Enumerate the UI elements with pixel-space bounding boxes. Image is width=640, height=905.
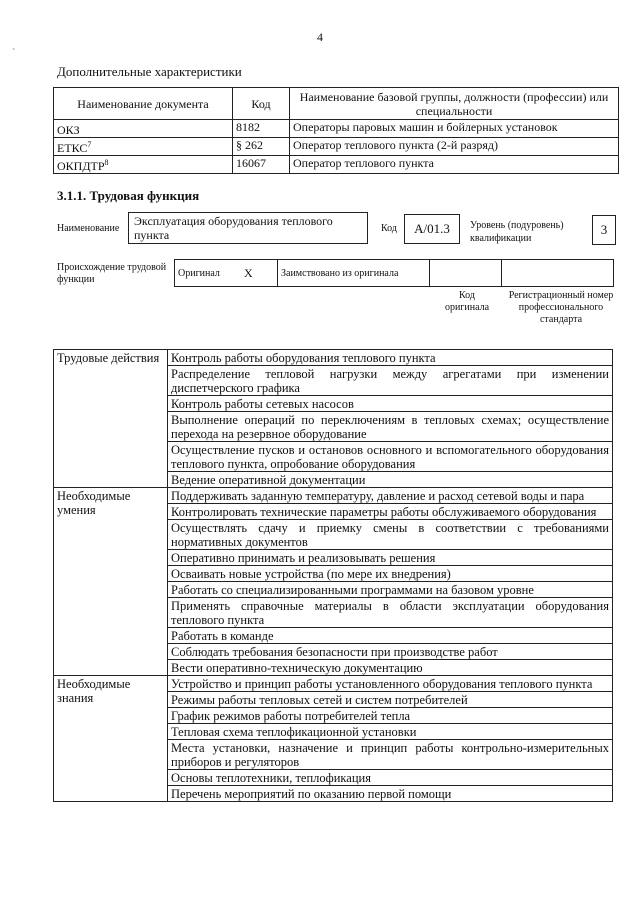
doc-cell xyxy=(54,156,233,174)
section-title: Дополнительные характеристики xyxy=(57,64,242,79)
group-item: Устройство и принцип работы установленного оборудования теплового пункта xyxy=(168,676,613,692)
page-number: 4 xyxy=(317,30,323,44)
group-item: Поддерживать заданную температуру, давление и расход сетевой воды и пара xyxy=(168,488,613,504)
group-item: Распределение тепловой нагрузки между агрегатами при изменении диспетчерского графика xyxy=(168,366,613,396)
function-details-table xyxy=(53,349,613,802)
level-box: 3 xyxy=(592,215,616,245)
group-item: Места установки, назначение и принцип работы контрольно-измерительных приборов и регуляторов xyxy=(168,740,613,770)
table-row xyxy=(54,488,613,504)
group-item: Осваивать новые устройства (по мере их внедрения) xyxy=(168,566,613,582)
function-name-box: Эксплуатация оборудования теплового пункта xyxy=(128,212,368,244)
group-item: Выполнение операций по переключениям в тепловых схемах; осуществление перехода на резервное оборудование xyxy=(168,412,613,442)
reg-number-cell xyxy=(502,260,614,287)
header-code: Код xyxy=(233,88,290,120)
table-row xyxy=(54,350,613,366)
footnote-ref: 8 xyxy=(104,158,109,167)
group-item: Осуществление пусков и остановов основного и вспомогательного оборудования теплового пункта, опробование оборудования xyxy=(168,442,613,472)
group-item: Оперативно принимать и реализовывать решения xyxy=(168,550,613,566)
group-item: Применять справочные материалы в области эксплуатации оборудования теплового пункта xyxy=(168,598,613,628)
function-code-box: А/01.3 xyxy=(404,214,460,244)
name-cell: Операторы паровых машин и бойлерных установок xyxy=(290,120,619,138)
group-item: Соблюдать требования безопасности при производстве работ xyxy=(168,644,613,660)
group-item: Контроль работы сетевых насосов xyxy=(168,396,613,412)
group-item: Режимы работы тепловых сетей и систем потребителей xyxy=(168,692,613,708)
code-caption: Код оригинала xyxy=(444,290,490,313)
group-label: Необходимые умения xyxy=(54,488,168,676)
original-label: Оригинал xyxy=(175,260,242,287)
level-label: Уровень (подуровень) квалификации xyxy=(470,220,564,244)
group-label: Необходимые знания xyxy=(54,676,168,802)
group-item: Основы теплотехники, теплофикация xyxy=(168,770,613,786)
header-document: Наименование документа xyxy=(54,88,233,120)
doc-name: ЕТКС xyxy=(57,141,88,155)
details-body xyxy=(54,350,613,802)
doc-cell xyxy=(54,138,233,156)
original-mark: X xyxy=(241,260,278,287)
group-item: Вести оперативно-техническую документацию xyxy=(168,660,613,676)
code-cell: § 262 xyxy=(233,138,290,156)
table-row xyxy=(54,676,613,692)
name-label: Наименование xyxy=(57,223,120,234)
group-item: Контролировать технические параметры работы обслуживаемого оборудования xyxy=(168,504,613,520)
group-item: Контроль работы оборудования теплового пункта xyxy=(168,350,613,366)
name-cell: Оператор теплового пункта (2-й разряд) xyxy=(290,138,619,156)
group-label: Трудовые действия xyxy=(54,350,168,488)
code-cell: 8182 xyxy=(233,120,290,138)
group-item: Работать со специализированными программами на базовом уровне xyxy=(168,582,613,598)
group-item: Тепловая схема теплофикационной установки xyxy=(168,724,613,740)
origin-row xyxy=(175,260,614,287)
code-cell: 16067 xyxy=(233,156,290,174)
header-group-name: Наименование базовой группы, должности (профессии) или специальности xyxy=(290,88,619,120)
code-label: Код xyxy=(381,223,397,234)
table-row xyxy=(54,156,619,174)
reg-caption: Регистрационный номер профессионального стандарта xyxy=(508,290,614,325)
footnote-ref: 7 xyxy=(87,140,92,149)
table-header-row xyxy=(54,88,619,120)
table-row xyxy=(54,138,619,156)
original-code-cell xyxy=(430,260,502,287)
characteristics-table xyxy=(53,87,619,174)
group-item: Ведение оперативной документации xyxy=(168,472,613,488)
doc-cell xyxy=(54,120,233,138)
function-title: 3.1.1. Трудовая функция xyxy=(57,188,200,203)
group-item: Перечень мероприятий по оказанию первой помощи xyxy=(168,786,613,802)
group-item: Работать в команде xyxy=(168,628,613,644)
table-row xyxy=(54,120,619,138)
borrowed-label: Заимствовано из оригинала xyxy=(278,260,430,287)
origin-label: Происхождение трудовой функции xyxy=(57,262,167,285)
scan-mark: ` xyxy=(12,48,16,59)
group-item: Осуществлять сдачу и приемку смены в соответствии с требованиями нормативных документов xyxy=(168,520,613,550)
origin-table xyxy=(174,259,614,287)
group-item: График режимов работы потребителей тепла xyxy=(168,708,613,724)
doc-name: ОКПДТР xyxy=(57,159,105,173)
doc-name: ОКЗ xyxy=(57,123,80,137)
name-cell: Оператор теплового пункта xyxy=(290,156,619,174)
